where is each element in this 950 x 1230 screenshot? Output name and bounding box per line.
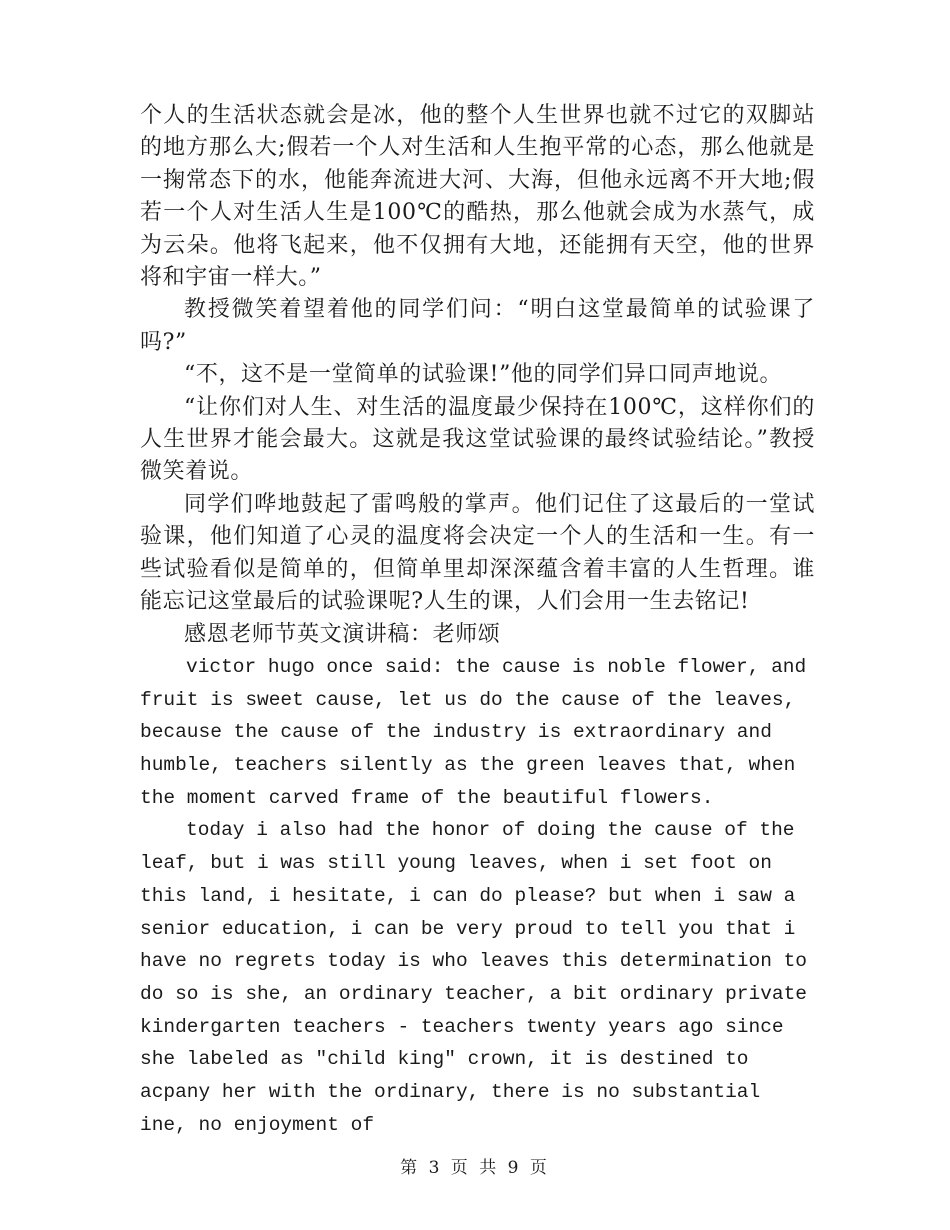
paragraph-english-2: today i also had the honor of doing the cause of the leaf, but i was still young leaves, when i set foot on this land, i hesitate, i can do please? but when i saw a senior education, i can be very proud to tell you that i have no regrets today is who leaves this determination to do so is she, an ordinary teacher, a bit ordinary private kindergarten teachers - teachers twenty years ago since she labeled as "child king" crown, it is destined to acpany her with the ordinary, there is no substantial ine, no enjoyment of (140, 819, 808, 1136)
paragraph-applause: 同学们哗地鼓起了雷鸣般的掌声。他们记住了这最后的一堂试验课，他们知道了心灵的温度将会决定一个人的生活和一生。有一些试验看似是简单的，但简单里却深深蕴含着丰富的人生哲理。谁能忘记这堂最后的试验课呢?人生的课，人们会用一生去铭记! (140, 491, 815, 615)
page-body (140, 100, 815, 1141)
section-heading: 感恩老师节英文演讲稿：老师颂 (184, 621, 501, 647)
paragraph-continuation: 个人的生活状态就会是冰，他的整个人生世界也就不过它的双脚站的地方那么大;假若一个人对生活和人生抱平常的心态，那么他就是一掬常态下的水，他能奔流进大河、大海，但他永远离不开大地;假若一个人对生活人生是100℃的酷热，那么他就会成为水蒸气，成为云朵。他将飞起来，他不仅拥有大地，还能拥有天空，他的世界将和宇宙一样大。” (140, 103, 815, 291)
paragraph-professor-question: 教授微笑着望着他的同学们问：“明白这堂最简单的试验课了吗?” (140, 297, 815, 355)
page-number-footer: 第 3 页 共 9 页 (400, 1158, 550, 1178)
paragraph-english-1: victor hugo once said: the cause is noble flower, and fruit is sweet cause, let us do the cause of the leaves, because the cause of the industry is extraordinary and humble, teachers silently as the green leaves that, when the moment carved frame of the beautiful flowers. (140, 655, 807, 809)
paragraph-students-answer: “不，这不是一堂简单的试验课!”他的同学们异口同声地说。 (184, 362, 783, 388)
paragraph-conclusion: “让你们对人生、对生活的温度最少保持在100℃，这样你们的人生世界才能会最大。这就是我这堂试验课的最终试验结论。”教授微笑着说。 (140, 394, 815, 485)
